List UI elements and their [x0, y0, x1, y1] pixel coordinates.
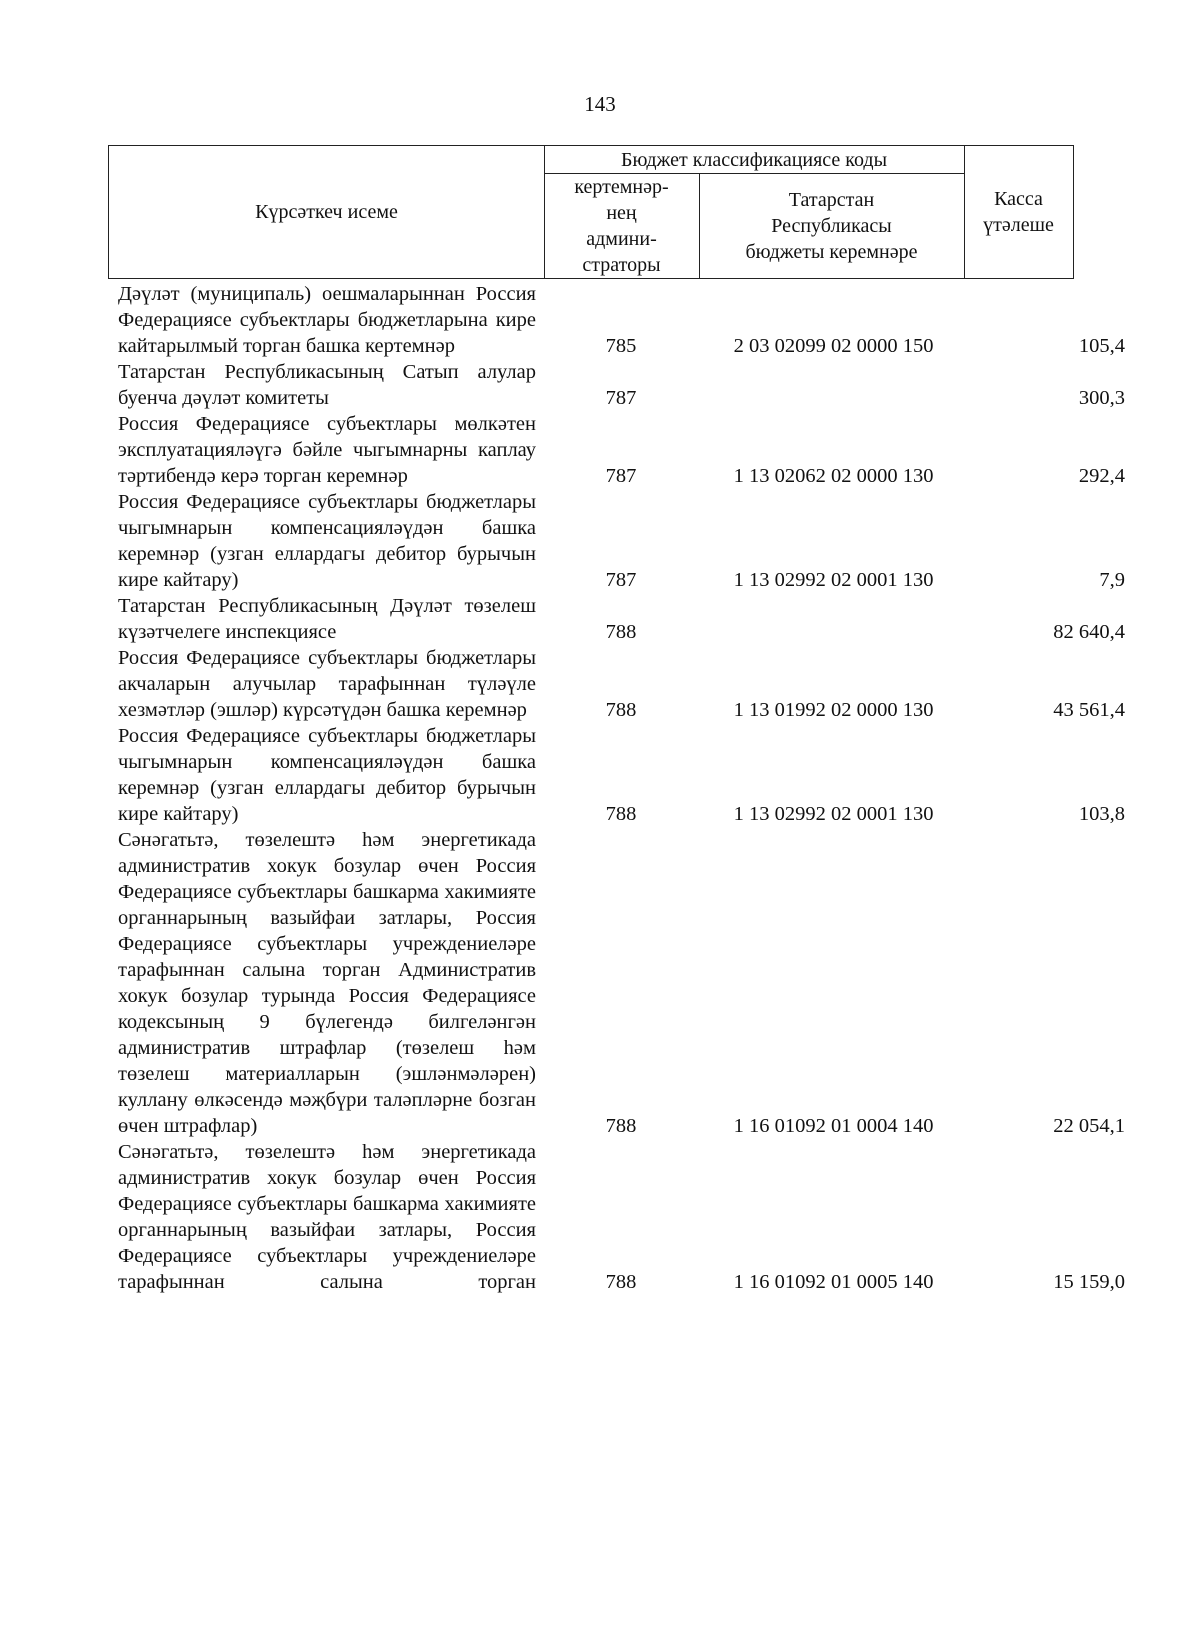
table-row — [118, 489, 1128, 593]
row-amount: 105,4 — [1078, 335, 1125, 357]
table-row — [118, 645, 1128, 723]
indicator-name-header: Күрсәткеч исеме — [255, 201, 398, 223]
row-revenue-code: 1 16 01092 01 0004 140 — [733, 1115, 934, 1137]
row-admin-code: 788 — [605, 699, 637, 721]
cash-execution-header: Касса үтәлеше — [983, 188, 1054, 236]
row-name: Россия Федерациясе субъектлары мөлкәтен эксплуатацияләүгә бәйле чыгымнарны каплау тәртибендә керә торган керемнәр — [118, 413, 536, 487]
row-admin-code: 788 — [605, 803, 637, 825]
table-row — [118, 723, 1128, 827]
row-amount: 7,9 — [1099, 569, 1125, 591]
table-row — [118, 411, 1128, 489]
budget-classification-header: Бюджет классификациясе коды — [620, 148, 888, 171]
row-name: Россия Федерациясе субъектлары бюджетлары чыгымнарын компенсацияләүдән башка керемнәр (узган еллардагы дебитор бурычын кире кайтару) — [118, 725, 536, 825]
table-header — [108, 145, 1074, 279]
revenue-code-header: Татарстан Республикасы бюджеты керемнәре — [745, 188, 918, 263]
row-admin-code: 788 — [605, 1271, 637, 1293]
row-admin-code: 788 — [605, 621, 637, 643]
table-body — [118, 281, 1128, 1295]
header-divider — [544, 173, 964, 174]
row-amount: 103,8 — [1078, 803, 1125, 825]
row-revenue-code: 2 03 02099 02 0000 150 — [733, 335, 934, 357]
row-name: Сәнәгатьтә, төзелештә һәм энергетикада административ хокук бозулар өчен Россия Федерациясе субъектлары башкарма хакимияте органнарының вазыйфаи затлары, Россия Федерациясе субъектлары учреждениеләре тарафыннан салына торган — [118, 1141, 536, 1293]
row-name: Россия Федерациясе субъектлары бюджетлары акчаларын алучылар тарафыннан түләүле хезмәтләр (эшләр) күрсәтүдән башка керемнәр — [118, 647, 536, 721]
row-amount: 292,4 — [1078, 465, 1125, 487]
row-amount: 82 640,4 — [1053, 621, 1125, 643]
table-row — [118, 281, 1128, 359]
row-revenue-code: 1 13 01992 02 0000 130 — [733, 699, 934, 721]
administrator-header: кертемнәр- нең админи- страторы — [574, 175, 669, 276]
header-divider — [699, 173, 700, 278]
header-divider — [964, 146, 965, 278]
table-row — [118, 359, 1128, 411]
row-revenue-code: 1 13 02992 02 0001 130 — [733, 569, 934, 591]
row-name: Татарстан Республикасының Дәүләт төзелеш күзәтчелеге инспекциясе — [118, 595, 536, 643]
row-revenue-code: 1 13 02062 02 0000 130 — [733, 465, 934, 487]
header-divider — [544, 146, 545, 278]
row-amount: 15 159,0 — [1053, 1271, 1125, 1293]
page-number: 143 — [584, 92, 616, 116]
row-admin-code: 787 — [605, 569, 637, 591]
row-name: Россия Федерациясе субъектлары бюджетлары чыгымнарын компенсацияләүдән башка керемнәр (узган еллардагы дебитор бурычын кире кайтару) — [118, 491, 536, 591]
row-amount: 43 561,4 — [1053, 699, 1125, 721]
table-row — [118, 827, 1128, 1139]
row-admin-code: 785 — [605, 335, 637, 357]
table-row — [118, 593, 1128, 645]
row-amount: 300,3 — [1078, 387, 1125, 409]
row-revenue-code: 1 13 02992 02 0001 130 — [733, 803, 934, 825]
row-name: Татарстан Республикасының Сатып алулар буенча дәүләт комитеты — [118, 361, 536, 409]
row-amount: 22 054,1 — [1053, 1115, 1125, 1137]
row-name: Дәүләт (муниципаль) оешмаларыннан Россия Федерациясе субъектлары бюджетларына кире кайтарылмый торган башка кертемнәр — [118, 283, 536, 357]
row-name: Сәнәгатьтә, төзелештә һәм энергетикада административ хокук бозулар өчен Россия Федерациясе субъектлары башкарма хакимияте органнарының вазыйфаи затлары, Россия Федерациясе субъектлары учреждениеләре тарафыннан салына торган Административ хокук бозулар турында Россия Федерациясе кодексының 9 бүлегендә билгеләнгән административ штрафлар (төзелеш һәм төзелеш материалларын (эшләнмәләрен) куллану өлкәсендә мәҗбүри таләпләрне бозган өчен штрафлар) — [118, 829, 536, 1137]
row-revenue-code: 1 16 01092 01 0005 140 — [733, 1271, 934, 1293]
row-admin-code: 787 — [605, 465, 637, 487]
row-admin-code: 788 — [605, 1115, 637, 1137]
table-row — [118, 1139, 1128, 1295]
row-admin-code: 787 — [605, 387, 637, 409]
